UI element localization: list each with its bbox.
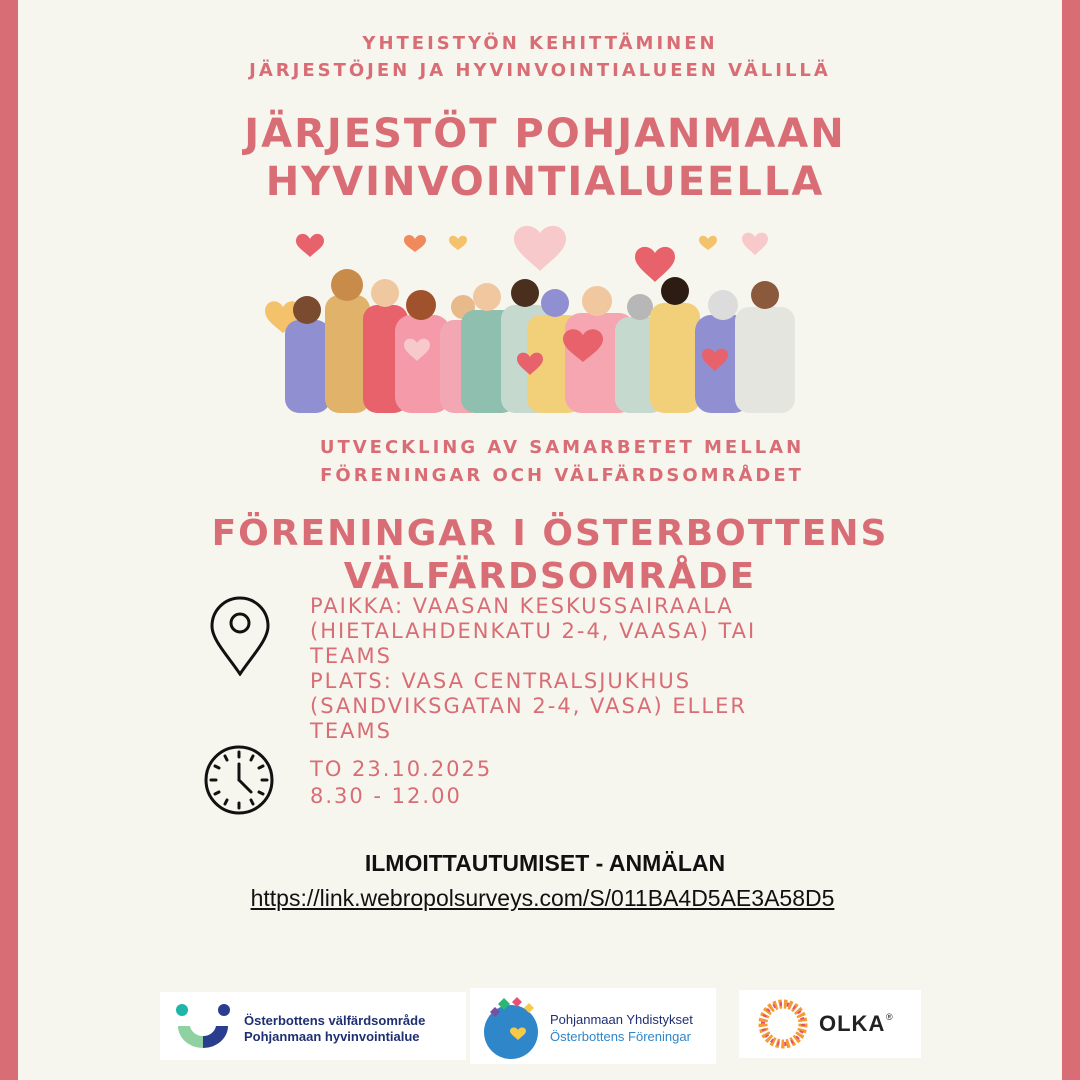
location-line3: TEAMS <box>310 644 392 668</box>
location-line4: PLATS: VASA CENTRALSJUKHUS <box>310 669 692 693</box>
logo-osterbottens-valfardsomrade <box>160 992 466 1060</box>
logo-olka <box>739 990 921 1058</box>
event-hours: 8.30 - 12.00 <box>310 784 462 808</box>
associations-logo-icon <box>478 994 544 1060</box>
subtitle-fi-line1: YHTEISTYÖN KEHITTÄMINEN <box>362 33 718 54</box>
subtitle-sv-line1: UTVECKLING AV SAMARBETET MELLAN <box>319 437 805 458</box>
subtitle-fi <box>0 30 1080 84</box>
location-text <box>310 594 870 744</box>
crowd-illustration <box>265 225 815 413</box>
subtitle-sv <box>300 434 824 490</box>
logo2-line2: Österbottens Föreningar <box>550 1029 691 1044</box>
location-line1: PAIKKA: VAASAN KESKUSSAIRAALA <box>310 594 734 618</box>
registered-mark-icon: ® <box>886 1012 893 1022</box>
logo1-line2: Pohjanmaan hyvinvointialue <box>244 1029 420 1044</box>
time-text <box>310 756 710 810</box>
map-pin-icon <box>208 596 272 676</box>
title-fi <box>0 110 1080 206</box>
location-line2: (HIETALAHDENKATU 2-4, VAASA) TAI <box>310 619 757 643</box>
logo3-text: OLKA <box>819 1011 886 1036</box>
logo1-line1: Österbottens välfärdsområde <box>244 1013 426 1028</box>
title-sv <box>0 512 1080 598</box>
olka-ring-icon <box>757 998 809 1050</box>
title-fi-line1: JÄRJESTÖT POHJANMAAN <box>244 111 846 157</box>
title-sv-line1: FÖRENINGAR I ÖSTERBOTTENS <box>211 513 889 554</box>
subtitle-sv-line2: FÖRENINGAR OCH VÄLFÄRDSOMRÅDET <box>320 465 804 486</box>
clock-icon <box>203 744 275 816</box>
logo2-line1: Pohjanmaan Yhdistykset <box>550 1012 693 1027</box>
logo-pohjanmaan-yhdistykset <box>470 988 716 1064</box>
registration-heading: ILMOITTAUTUMISET - ANMÄLAN <box>364 850 726 876</box>
title-sv-line2: VÄLFÄRDSOMRÅDE <box>343 556 757 597</box>
location-line6: TEAMS <box>310 719 392 743</box>
welfare-area-logo-icon <box>174 1002 232 1050</box>
registration-link[interactable]: https://link.webropolsurveys.com/S/011BA4D5AE3A58D5 <box>250 885 835 911</box>
title-fi-line2: HYVINVOINTIALUEELLA <box>265 159 825 205</box>
event-date: TO 23.10.2025 <box>310 757 493 781</box>
subtitle-fi-line2: JÄRJESTÖJEN JA HYVINVOINTIALUEEN VÄLILLÄ <box>249 60 831 81</box>
location-line5: (SANDVIKSGATAN 2-4, VASA) ELLER <box>310 694 747 718</box>
